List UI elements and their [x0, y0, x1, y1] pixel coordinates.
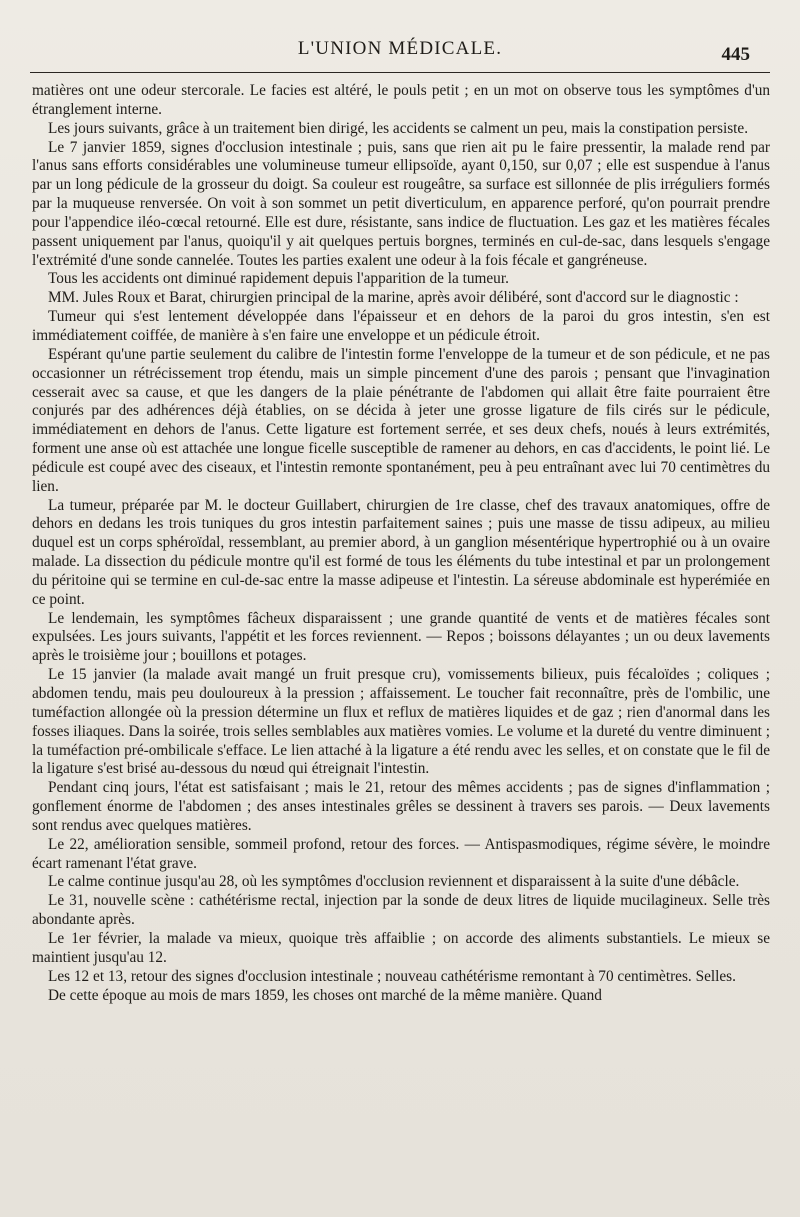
paragraph: Tous les accidents ont diminué rapidement depuis l'apparition de la tumeur.: [48, 270, 509, 288]
paragraph: Le 22, amélioration sensible, sommeil profond, retour des forces. — Antispasmodiques, régime sévère, le moindre écart ramenant l'état grave.: [32, 835, 770, 872]
paragraph: De cette époque au mois de mars 1859, les choses ont marché de la même manière. Quand: [48, 986, 602, 1004]
paragraph: Le lendemain, les symptômes fâcheux disparaissent ; une grande quantité de vents et de matières fécales sont expulsées. Les jours suivants, l'appétit et les forces reviennent. — Repos ; boissons délayantes ; un ou deux lavements après le troisième jour ; bouillons et potages.: [32, 609, 770, 665]
body-text: [32, 82, 770, 1005]
page-number: 445: [721, 44, 750, 65]
header-rule: [30, 72, 770, 73]
paragraph: Le 15 janvier (la malade avait mangé un fruit presque cru), vomissements bilieux, puis fécaloïdes ; coliques ; abdomen tendu, mais peu douloureux à la pression ; affaissement. Le toucher fait reconnaître, près de l'ombilic, une tuméfaction allongée où la pression détermine un flux et reflux de matières liquides et de gaz ; rien d'anormal dans les fosses iliaques. Dans la soirée, trois selles semblables aux matières vomies. Le volume et la dureté du ventre diminuent ; la tuméfaction pré-ombilicale s'efface. Le lien attaché à la ligature a été rendu avec les selles, et on constate que le fil de la ligature s'est brisé au-dessous du nœud qui étreignait l'intestin.: [32, 666, 770, 778]
paragraph: Espérant qu'une partie seulement du calibre de l'intestin forme l'enveloppe de la tumeur et de son pédicule, et ne pas occasionner un rétrécissement trop étendu, mais un simple pincement d'une des parois ; pensant que l'invagination cesserait avec sa cause, et que les dangers de la plaie pénétrante de l'abdomen qui allait être faite pourraient être conjurés par des adhérences déjà établies, on se décida à jeter une grosse ligature de fils cirés sur le pédicule, immédiatement en dehors de l'anus. Cette ligature est fortement serrée, et ses deux chefs, noués à leurs extrémités, forment une anse où est attachée une longue ficelle susceptible de ramener au dehors, en cas d'accidents, le point lié. Le pédicule est coupé avec des ciseaux, et l'intestin remonte spontanément, peu à peu entraînant avec lui 70 centimètres du lien.: [32, 345, 770, 495]
paragraph: Les jours suivants, grâce à un traitement bien dirigé, les accidents se calment un peu, mais la constipation persiste.: [48, 119, 749, 137]
paragraph: Pendant cinq jours, l'état est satisfaisant ; mais le 21, retour des mêmes accidents ; pas de signes d'inflammation ; gonflement énorme de l'abdomen ; des anses intestinales grêles se dessinent à travers ses parois. — Deux lavements sont rendus avec quelques matières.: [32, 779, 770, 834]
page-header: [30, 38, 770, 74]
paragraph: Le 7 janvier 1859, signes d'occlusion intestinale ; puis, sans que rien ait pu le faire pressentir, la malade rend par l'anus sans efforts considérables une volumineuse tumeur ellipsoïde, ayant 0,150, sur 0,07 ; elle est suspendue à l'anus par un long pédicule de la grosseur du doigt. Sa couleur est rougeâtre, sa surface est sillonnée de plis irréguliers formés par la muqueuse renversée. On voit à son sommet un petit diverticulum, en apparence perforé, qu'on pourrait prendre pour l'appendice iléo-cœcal retourné. Elle est dure, résistante, sans indice de fluctuation. Les gaz et les matières fécales passent uniquement par l'anus, quoiqu'il y ait quelques pertuis borgnes, terminés en cul-de-sac, dans lesquels s'engage l'extrémité d'une sonde cannelée. Toutes les parties exalent une odeur à la fois fécale et gangréneuse.: [32, 138, 770, 269]
running-title: L'UNION MÉDICALE.: [297, 38, 503, 59]
paragraph: MM. Jules Roux et Barat, chirurgien principal de la marine, après avoir délibéré, sont d'accord sur le diagnostic :: [48, 289, 739, 307]
paragraph: Le 31, nouvelle scène : cathétérisme rectal, injection par la sonde de deux litres de liquide mucilagineux. Selle très abondante après.: [32, 892, 770, 929]
paragraph: Tumeur qui s'est lentement développée dans l'épaisseur et en dehors de la paroi du gros intestin, s'en est immédiatement coiffée, de manière à s'en faire une enveloppe et un pédicule étroit.: [32, 308, 770, 344]
paragraph: Le calme continue jusqu'au 28, où les symptômes d'occlusion reviennent et disparaissent à la suite d'une débâcle.: [48, 873, 740, 891]
paragraph: Les 12 et 13, retour des signes d'occlusion intestinale ; nouveau cathétérisme remontant à 70 centimètres. Selles.: [48, 967, 736, 985]
paragraph: Le 1er février, la malade va mieux, quoique très affaiblie ; on accorde des aliments substantiels. Le mieux se maintient jusqu'au 12.: [32, 929, 770, 966]
paragraph: La tumeur, préparée par M. le docteur Guillabert, chirurgien de 1re classe, chef des travaux anatomiques, offre de dehors en dedans les trois tuniques du gros intestin parfaitement saines ; puis une masse de tissu adipeux, au milieu duquel est un corps sphéroïdal, ressemblant, au premier abord, à un ganglion mésentérique hypertrophié ou à un ovaire malade. La dissection du pédicule montre qu'il est formé de tous les éléments du tube intestinal et par un prolongement du péritoine qui se termine en cul-de-sac entre la masse adipeuse et l'intestin. La séreuse abdominale est hyperémiée en ce point.: [32, 496, 770, 608]
paragraph-continuation: matières ont une odeur stercorale. Le facies est altéré, le pouls petit ; en un mot on observe tous les symptômes d'un étranglement interne.: [32, 82, 770, 118]
